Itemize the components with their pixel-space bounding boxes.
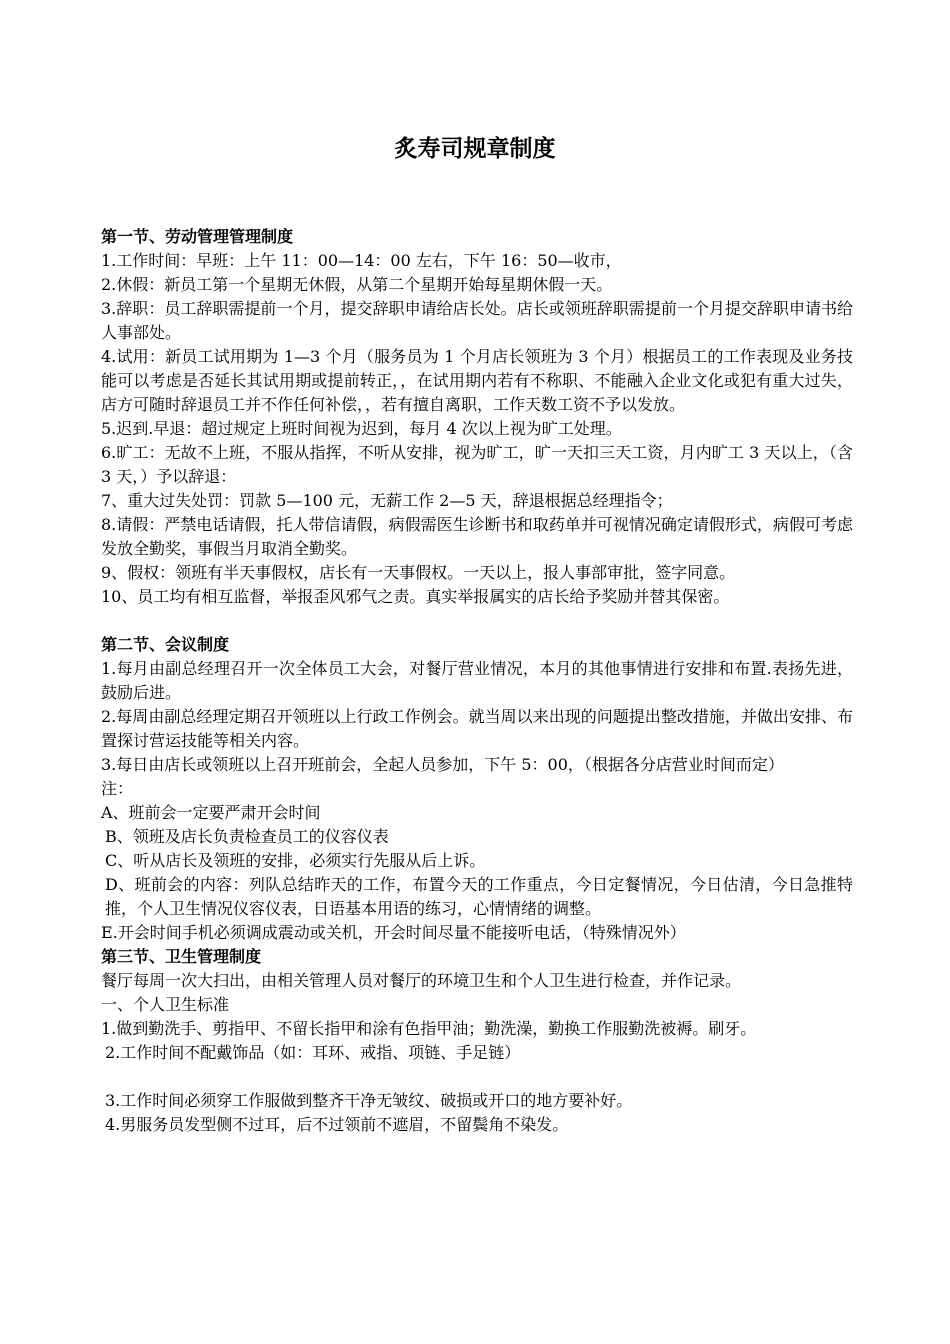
labor-item-2: 2.休假：新员工第一个星期无休假，从第二个星期开始每星期休假一天。 bbox=[101, 275, 613, 294]
hygiene-item-2: 2.工作时间不配戴饰品（如：耳环、戒指、项链、手足链） bbox=[105, 1043, 521, 1062]
meeting-item-1: 1.每月由副总经理召开一次全体员工大会，对餐厅营业情况，本月的其他事情进行安排和布置.表扬先进，鼓励后进。 bbox=[101, 659, 853, 702]
meeting-note-a: A、班前会一定要严肃开会时间 bbox=[101, 803, 321, 822]
labor-item-5: 5.迟到.早退：超过规定上班时间视为迟到，每月 4 次以上视为旷工处理。 bbox=[101, 419, 622, 438]
labor-item-4: 4.试用：新员工试用期为 1—3 个月（服务员为 1 个月店长领班为 3 个月）根据员工的工作表现及业务技能可以考虑是否延长其试用期或提前转正，，在试用期内若有不称职、不能融入企业文化或犯有重大过失，店方可随时辞退员工并不作任何补偿，，若有擅自离职，工作天数工资不予以发放。 bbox=[101, 347, 853, 414]
hygiene-spacer bbox=[101, 1065, 853, 1089]
meeting-note-b: B、领班及店长负责检查员工的仪容仪表 bbox=[105, 827, 389, 846]
meeting-note-c: C、听从店长及领班的安排，必须实行先服从后上诉。 bbox=[105, 851, 486, 870]
labor-item-10: 10、员工均有相互监督，举报歪风邪气之责。真实举报属实的店长给予奖励并替其保密。 bbox=[101, 587, 730, 606]
section-heading-hygiene: 第三节、卫生管理制度 bbox=[101, 947, 262, 966]
meeting-note-label: 注： bbox=[101, 779, 134, 798]
section-spacer bbox=[101, 609, 853, 633]
meeting-item-2: 2.每周由副总经理定期召开领班以上行政工作例会。就当周以来出现的问题提出整改措施，并做出安排、布置探讨营运技能等相关内容。 bbox=[101, 707, 853, 750]
section-heading-labor: 第一节、劳动管理管理制度 bbox=[101, 227, 294, 246]
labor-item-3: 3.辞职：员工辞职需提前一个月，提交辞职申请给店长处。店长或领班辞职需提前一个月提交辞职申请书给人事部处。 bbox=[101, 299, 853, 342]
labor-item-7: 7、重大过失处罚：罚款 5—100 元，无薪工作 2—5 天，辞退根据总经理指令； bbox=[101, 491, 673, 510]
hygiene-item-3: 3.工作时间必须穿工作服做到整齐干净无皱纹、破损或开口的地方要补好。 bbox=[105, 1091, 633, 1110]
hygiene-item-4: 4.男服务员发型侧不过耳，后不过领前不遮眉，不留鬓角不染发。 bbox=[105, 1115, 569, 1134]
meeting-item-3: 3.每日由店长或领班以上召开班前会，全起人员参加，下午 5：00，（根据各分店营业时间而定） bbox=[101, 755, 784, 774]
labor-item-1: 1.工作时间：早班：上午 11：00—14：00 左右，下午 16：50—收市， bbox=[101, 251, 622, 270]
hygiene-subheading-personal: 一、个人卫生标准 bbox=[101, 995, 230, 1014]
meeting-note-e: E.开会时间手机必须调成震动或关机，开会时间尽量不能接听电话，（特殊情况外） bbox=[101, 923, 686, 942]
hygiene-item-1: 1.做到勤洗手、剪指甲、不留长指甲和涂有色指甲油；勤洗澡，勤换工作服勤洗被褥。刷牙。 bbox=[101, 1019, 757, 1038]
meeting-note-d: D、班前会的内容：列队总结昨天的工作，布置今天的工作重点，今日定餐情况，今日估清，今日急推特推，个人卫生情况仪容仪表，日语基本用语的练习，心情情绪的调整。 bbox=[105, 875, 853, 918]
document-body bbox=[101, 225, 853, 1137]
labor-item-6: 6.旷工：无故不上班，不服从指挥，不听从安排，视为旷工，旷一天扣三天工资，月内旷工 3 天以上，（含 3 天，）予以辞退： bbox=[101, 443, 853, 486]
labor-item-8: 8.请假：严禁电话请假，托人带信请假，病假需医生诊断书和取药单并可视情况确定请假形式，病假可考虑发放全勤奖，事假当月取消全勤奖。 bbox=[101, 515, 853, 558]
section-heading-meeting: 第二节、会议制度 bbox=[101, 635, 230, 654]
document-title: 炙寿司规章制度 bbox=[394, 136, 556, 162]
labor-item-9: 9、假权：领班有半天事假权，店长有一天事假权。一天以上，报人事部审批，签字同意。 bbox=[101, 563, 736, 582]
hygiene-intro: 餐厅每周一次大扫出，由相关管理人员对餐厅的环境卫生和个人卫生进行检查，并作记录。 bbox=[101, 971, 742, 990]
